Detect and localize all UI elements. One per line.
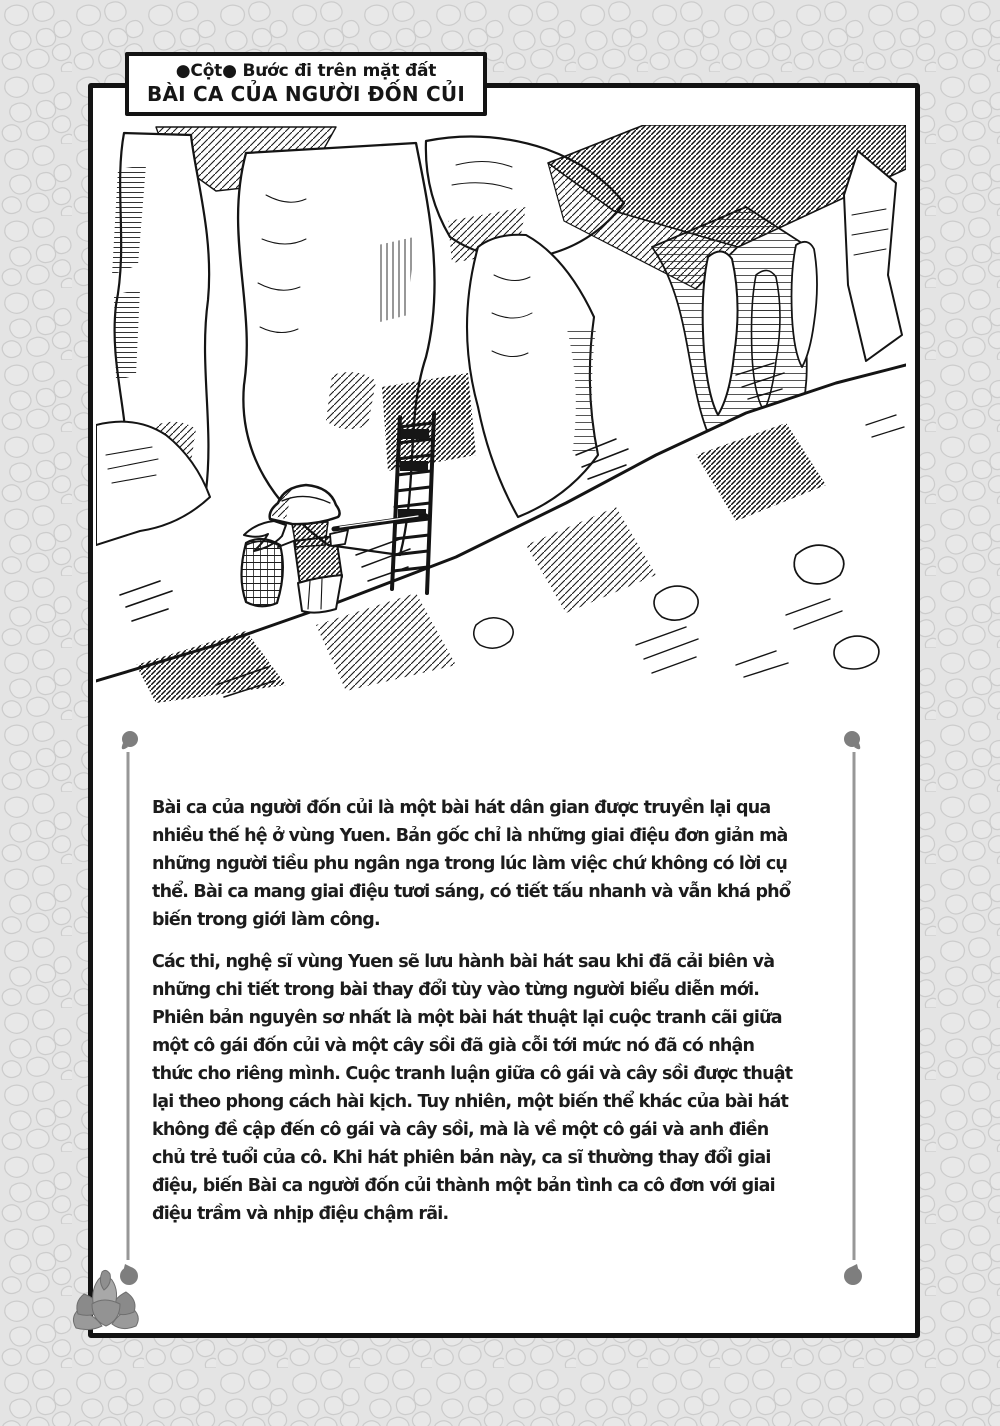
- text-line: không đề cập đến cô gái và cây sồi, mà là về một cô gái và anh điền: [152, 1120, 769, 1140]
- page-panel: [88, 83, 920, 1338]
- text-line: thức cho riêng mình. Cuộc tranh luận giữa cô gái và cây sồi được thuật: [152, 1064, 793, 1084]
- page-title: BÀI CA CỦA NGƯỜI ĐỐN CỦI: [147, 82, 465, 107]
- text-line: thể. Bài ca mang giai điệu tươi sáng, có tiết tấu nhanh và vẫn khá phổ: [152, 882, 791, 902]
- text-line: điệu, biến Bài ca người đốn củi thành một bản tình ca cô đơn với giai: [152, 1176, 775, 1196]
- column-text: [152, 794, 866, 1242]
- text-line: những người tiều phu ngân nga trong lúc làm việc chứ không có lời cụ: [152, 854, 788, 874]
- text-line: Phiên bản nguyên sơ nhất là một bài hát thuật lại cuộc tranh cãi giữa: [152, 1008, 782, 1028]
- text-line: lại theo phong cách hài kịch. Tuy nhiên, một biến thể khác của bài hát: [152, 1092, 789, 1112]
- text-line: chủ trẻ tuổi của cô. Khi hát phiên bản này, ca sĩ thường thay đổi giai: [152, 1148, 771, 1168]
- paragraph: [152, 948, 866, 1228]
- text-line: Bài ca của người đốn củi là một bài hát dân gian được truyền lại qua: [152, 798, 771, 818]
- column-kicker: ●Cột● Bước đi trên mặt đất: [175, 60, 437, 81]
- lotus-flower-logo: [68, 1266, 144, 1336]
- woodcutter-cliff-illustration: [96, 125, 906, 705]
- text-line: những chi tiết trong bài thay đổi tùy vào từng người biểu diễn mới.: [152, 980, 760, 1000]
- frame-ornament-right: [836, 728, 870, 1290]
- column-title-box: [125, 52, 487, 116]
- text-line: nhiều thế hệ ở vùng Yuen. Bản gốc chỉ là những giai điệu đơn giản mà: [152, 826, 788, 846]
- text-line: Các thi, nghệ sĩ vùng Yuen sẽ lưu hành bài hát sau khi đã cải biên và: [152, 952, 775, 972]
- text-line: một cô gái đốn củi và một cây sồi đã già cỗi tới mức nó đã có nhận: [152, 1036, 755, 1056]
- frame-ornament-left: [112, 728, 146, 1290]
- text-line: biến trong giới làm công.: [152, 910, 380, 930]
- text-line: điệu trầm và nhịp điệu chậm rãi.: [152, 1204, 449, 1224]
- paragraph: [152, 794, 866, 934]
